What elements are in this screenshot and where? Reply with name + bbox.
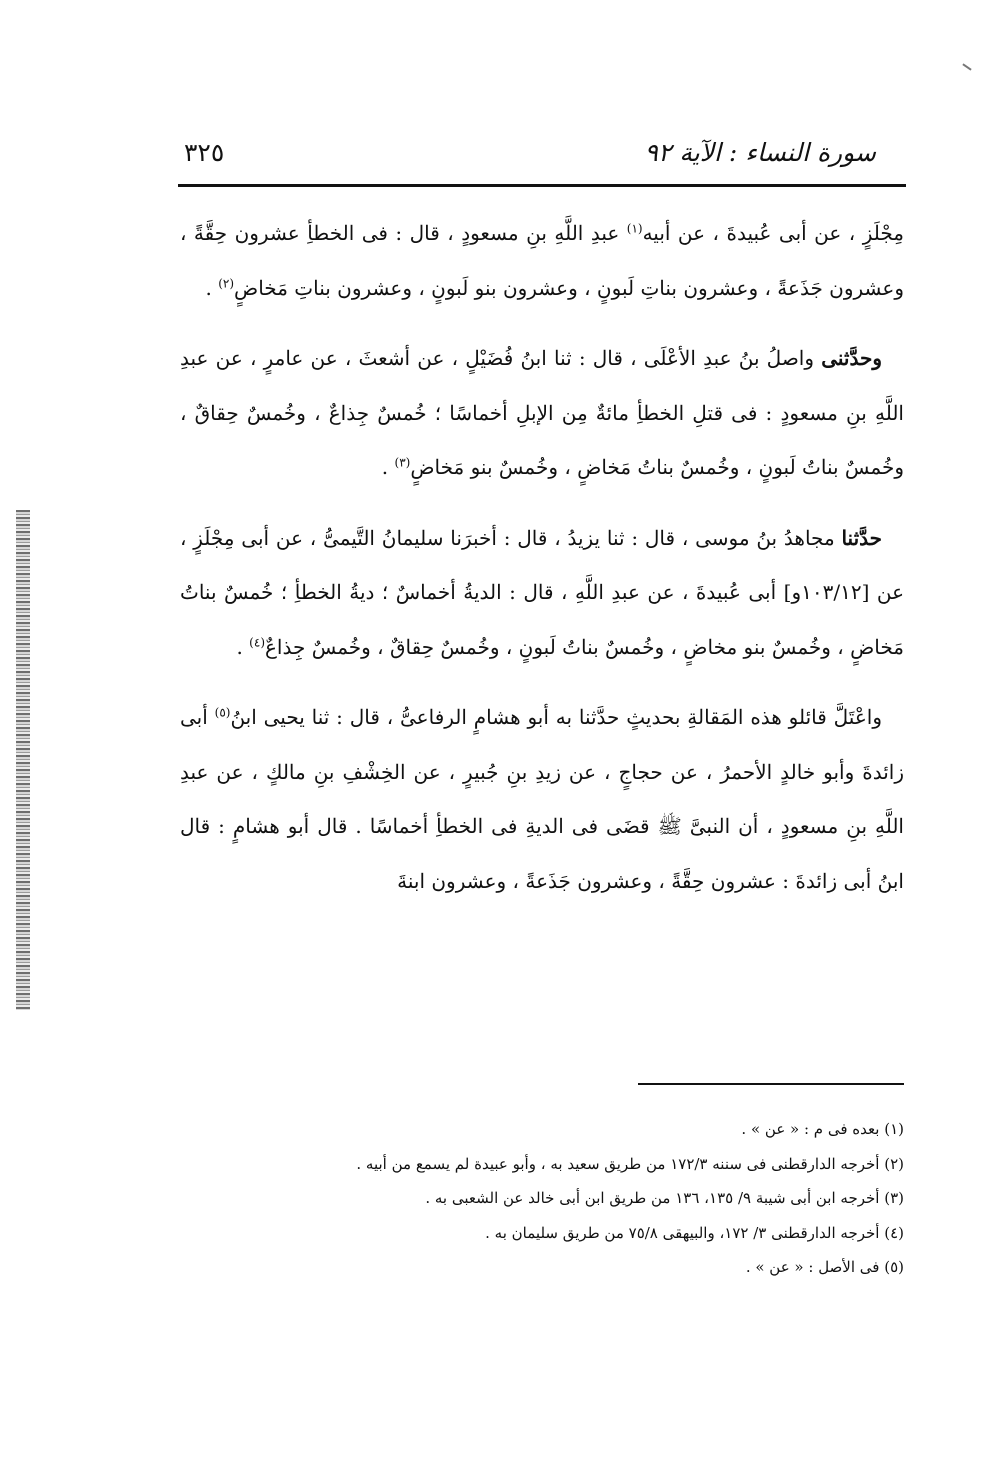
page-number: ٣٢٥ xyxy=(184,138,225,167)
paragraph-3 xyxy=(180,511,904,675)
footnotes xyxy=(180,1112,904,1285)
paragraph-lead: وحدَّثنى xyxy=(821,346,882,370)
paragraph-end: . xyxy=(381,455,395,479)
main-text xyxy=(180,206,904,908)
paragraph-4 xyxy=(180,690,904,908)
footnote-marker-end: (٢) xyxy=(218,275,235,290)
paragraph-end: . xyxy=(236,634,250,659)
header-divider xyxy=(178,184,906,187)
footnote-5: (٥) فى الأصل : « عن » . xyxy=(745,1258,904,1276)
footnote-marker: (١) xyxy=(626,221,643,236)
footnote-3: (٣) أخرجه ابن أبى شيبة ٩/ ١٣٥، ١٣٦ من طريق ابن أبى خالد عن الشعبى به . xyxy=(425,1189,904,1207)
paragraph-lead: حدَّثنا xyxy=(841,525,882,550)
footnote-4: (٤) أخرجه الدارقطنى ٣/ ١٧٢، والبيهقى ٧٥/٨ من طريق سليمان به . xyxy=(485,1223,904,1242)
paragraph-text-continued: عبدِ اللَّهِ بنِ مسعودٍ ، قال : فى الخطأِ عشرون حِقَّةً ، وعشرون جَذَعةً ، وعشرون بناتِ لَبونٍ ، وعشرون بنو لَبونٍ ، وعشرون بناتِ مَخاضٍ xyxy=(180,221,904,300)
paragraph-end: . xyxy=(205,275,219,300)
binding-edge-artifact xyxy=(16,510,30,1010)
paragraph-text: مجاهدُ بنُ موسى ، قال : ثنا يزيدُ ، قال : أخبرَنا سليمانُ التَّيمىُّ ، عن أبى مِجْلَزٍ ، عن [١٠٣/١٢و] أبى عُبيدةَ ، عن عبدِ اللَّهِ ، قال : الديةُ أخماسٌ ؛ ديةُ الخطأِ ؛ خُمسٌ بناتُ مَخاضٍ ، وخُمسٌ بنو مخاضٍ ، وخُمسٌ بناتُ لَبونٍ ، وخُمسٌ حِقاقٌ ، وخُمسٌ جِذاعٌ xyxy=(180,525,904,659)
paragraph-1 xyxy=(180,206,904,315)
paragraph-text: واصلُ بنُ عبدِ الأعْلَى ، قال : ثنا ابنُ فُضَيْلٍ ، عن أشعثَ ، عن عامرٍ ، عن عبدِ اللَّهِ بنِ مسعودٍ : فى قتلِ الخطأِ مائةٌ مِن الإبلِ أخماسًا ؛ خُمسٌ جِذاعٌ ، وخُمسٌ حِقاقٌ ، وخُمسٌ بناتُ لَبونٍ ، وخُمسٌ بناتُ مَخاضٍ ، وخُمسٌ بنو مَخاضٍ xyxy=(180,346,904,479)
paragraph-text: مِجْلَزٍ ، عن أبى عُبيدةَ ، عن أبيه xyxy=(642,221,904,245)
footnote-marker: (٣) xyxy=(394,455,411,470)
scan-speck xyxy=(962,63,971,70)
paragraph-2 xyxy=(180,331,904,495)
footnote-1: (١) بعده فى م : « عن » . xyxy=(741,1120,904,1138)
footnote-2: (٢) أخرجه الدارقطنى فى سننه ١٧٢/٣ من طريق سعيد به ، وأبو عبيدة لم يسمع من أبيه . xyxy=(356,1154,904,1173)
running-header xyxy=(178,136,906,180)
footnote-marker: (٥) xyxy=(214,705,231,720)
paragraph-text-continued: أبى زائدةَ وأبو خالدٍ الأحمرُ ، عن حجاجٍ ، عن زيدِ بنِ جُبيرٍ ، عن الخِشْفِ بنِ مالكٍ ، عن عبدِ اللَّهِ بنِ مسعودٍ ، أن النبىَّ ﷺ قضَى فى الديةِ فى الخطأِ أخماسًا . قال أبو هشامٍ : قال ابنُ أبى زائدةَ : عشرون حِقَّةً ، وعشرون جَذَعةً ، وعشرون ابنةَ xyxy=(180,705,904,893)
paragraph-text: واعْتَلَّ قائلو هذه المَقالةِ بحديثٍ حدَّثنا به أبو هشامٍ الرفاعىُّ ، قال : ثنا يحيى ابنُ xyxy=(230,705,882,729)
footnote-divider xyxy=(638,1083,904,1085)
running-title: سورة النساء : الآية ٩٢ xyxy=(644,138,876,167)
footnote-marker: (٤) xyxy=(249,634,265,649)
